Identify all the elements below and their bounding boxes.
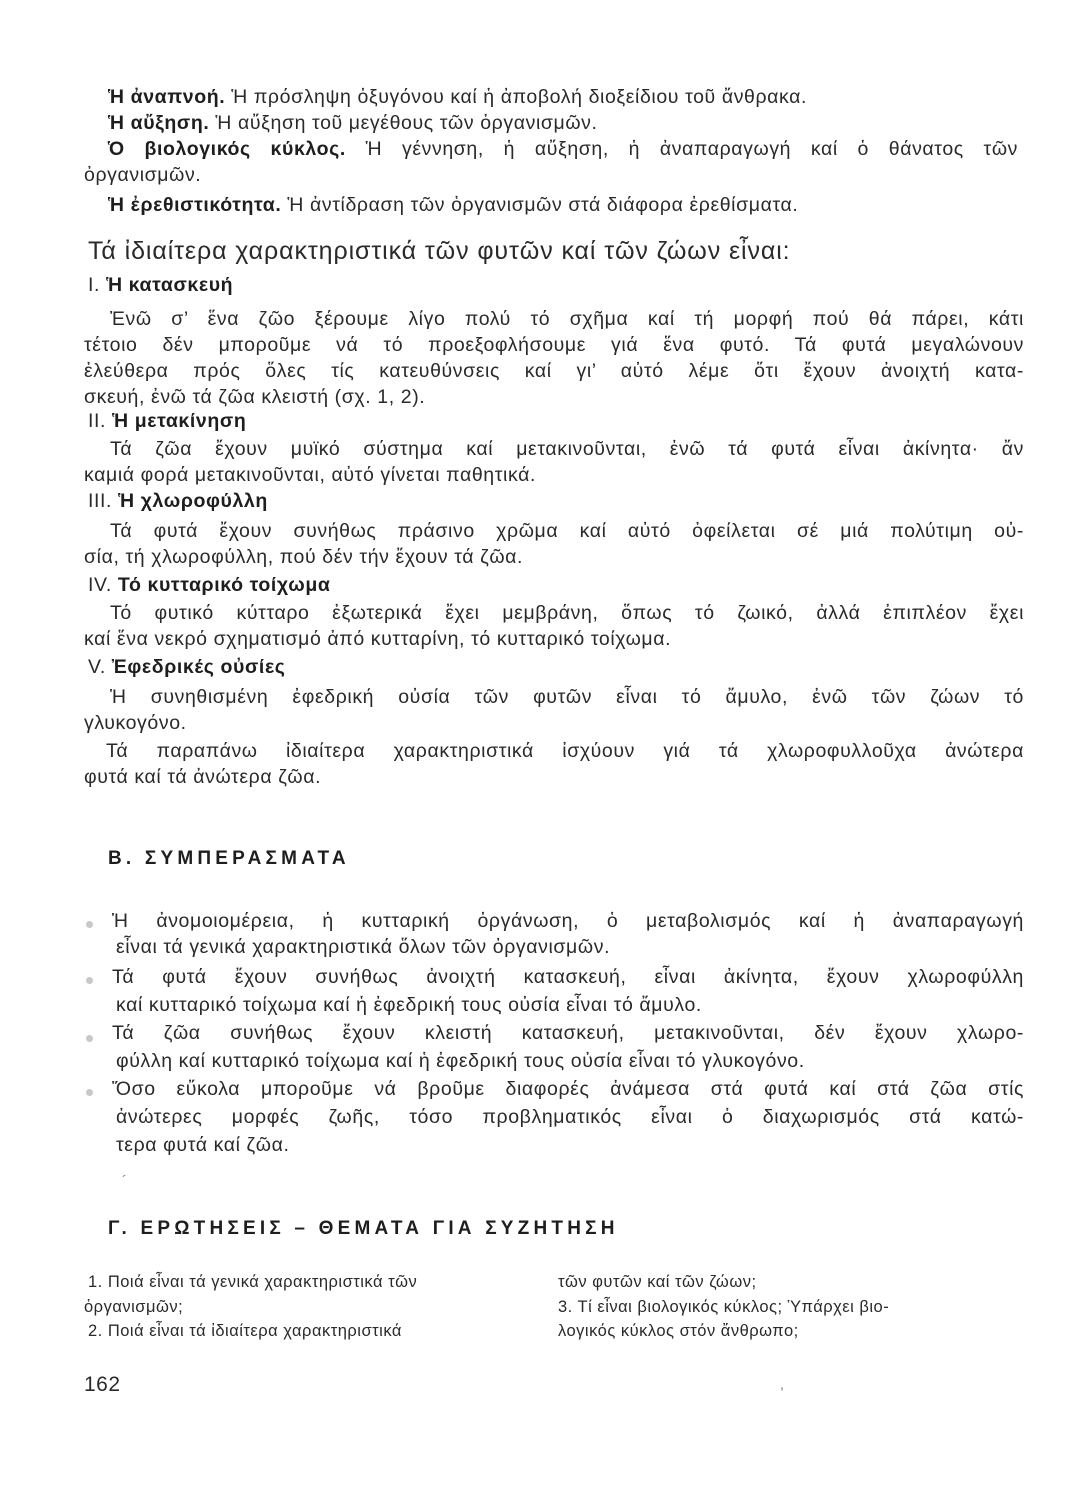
bullet-dot-icon bbox=[86, 977, 93, 984]
reserve-line-1: Ἡ συνηθισμένη ἐφεδρική οὐσία τῶν φυτῶν εἶναι τό ἄμυλο, ἐνῶ τῶν ζώων τό bbox=[110, 686, 1024, 708]
definition-life-cycle-cont: ὀργανισμῶν. bbox=[84, 164, 202, 186]
question-right-line-1: τῶν φυτῶν καί τῶν ζώων; bbox=[558, 1273, 757, 1291]
conclusion-4-line-1: Ὅσο εὔκολα μποροῦμε νά βροῦμε διαφορές ἀνάμεσα στά φυτά καί στά ζῶα στίς bbox=[112, 1078, 1024, 1100]
stray-mark: , bbox=[780, 1376, 784, 1392]
conclusion-4-line-2: ἀνώτερες μορφές ζωῆς, τόσο προβληματικός εἶναι ὁ διαχωρισμός στά κατώ- bbox=[116, 1106, 1024, 1128]
section-conclusions-title: Β. ΣΥΜΠΕΡΑΣΜΑΤΑ bbox=[108, 848, 350, 869]
question-left-line-2: ὀργανισμῶν; bbox=[84, 1298, 184, 1316]
definition-respiration: Ἡ ἀναπνοή. Ἡ πρόσληψη ὀξυγόνου καί ἡ ἀποβολή διοξείδιου τοῦ ἄνθρακα. bbox=[108, 86, 808, 108]
chlorophyll-line-1: Τά φυτά ἔχουν συνήθως πράσινο χρῶμα καί αὐτό ὀφείλεται σέ μιά πολύτιμη οὐ- bbox=[110, 520, 1024, 542]
section-questions-title: Γ. ΕΡΩΤΗΣΕΙΣ – ΘΕΜΑΤΑ ΓΙΑ ΣΥΖΗΤΗΣΗ bbox=[108, 1218, 619, 1239]
cell-wall-line-1: Τό φυτικό κύτταρο ἐξωτερικά ἔχει μεμβράνη, ὅπως τό ζωικό, ἀλλά ἐπιπλέον ἔχει bbox=[110, 602, 1024, 624]
movement-line-1: Τά ζῶα ἔχουν μυϊκό σύστημα καί μετακινοῦνται, ἐνῶ τά φυτά εἶναι ἀκίνητα· ἄν bbox=[110, 438, 1024, 460]
structure-line-1: Ἐνῶ σ’ ἕνα ζῶο ξέρουμε λίγο πολύ τό σχῆμα καί τή μορφή πού θά πάρει, κάτι bbox=[110, 308, 1024, 330]
item-chlorophyll-title: III. Ἡ χλωροφύλλη bbox=[88, 490, 268, 512]
characteristics-heading: Τά ἰδιαίτερα χαρακτηριστικά τῶν φυτῶν καί τῶν ζώων εἶναι: bbox=[88, 237, 791, 265]
question-left-line-3: 2. Ποιά εἶναι τά ἰδιαίτερα χαρακτηριστικά bbox=[88, 1322, 402, 1340]
structure-line-3: ἐλεύθερα πρός ὅλες τίς κατευθύνσεις καί γι’ αὐτό λέμε ὅτι ἔχουν ἀνοιχτή κατα- bbox=[84, 360, 1024, 382]
definition-irritability: Ἡ ἐρεθιστικότητα. Ἡ ἀντίδραση τῶν ὀργανισμῶν στά διάφορα ἐρεθίσματα. bbox=[108, 194, 799, 216]
conclusion-2-line-2: καί κυτταρικό τοίχωμα καί ἡ ἐφεδρική τους οὐσία εἶναι τό ἄμυλο. bbox=[116, 994, 702, 1016]
closing-line-1: Τά παραπάνω ἰδιαίτερα χαρακτηριστικά ἰσχύουν γιά τά χλωροφυλλοῦχα ἀνώτερα bbox=[106, 740, 1024, 762]
stray-mark: ´ bbox=[122, 1172, 127, 1188]
conclusion-3-line-1: Τά ζῶα συνήθως ἔχουν κλειστή κατασκευή, μετακινοῦνται, δέν ἔχουν χλωρο- bbox=[112, 1022, 1024, 1044]
bullet-dot-icon bbox=[86, 1035, 93, 1042]
item-structure-title: I. Ἡ κατασκευή bbox=[88, 274, 234, 296]
item-movement-title: II. Ἡ μετακίνηση bbox=[88, 410, 247, 432]
question-right-line-2: 3. Τί εἶναι βιολογικός κύκλος; Ὑπάρχει βιο- bbox=[558, 1298, 890, 1316]
conclusion-1-line-2: εἶναι τά γενικά χαρακτηριστικά ὅλων τῶν ὀργανισμῶν. bbox=[116, 936, 611, 958]
definition-life-cycle: Ὁ βιολογικός κύκλος. Ἡ γέννηση, ἡ αὔξηση, ἡ ἀναπαραγωγή καί ὁ θάνατος τῶν bbox=[108, 138, 1019, 160]
reserve-line-2: γλυκογόνο. bbox=[84, 712, 187, 734]
item-cell-wall-title: IV. Τό κυτταρικό τοίχωμα bbox=[88, 574, 331, 596]
definition-growth: Ἡ αὔξηση. Ἡ αὔξηση τοῦ μεγέθους τῶν ὀργανισμῶν. bbox=[108, 112, 598, 134]
conclusion-4-line-3: τερα φυτά καί ζῶα. bbox=[116, 1134, 290, 1156]
chlorophyll-line-2: σία, τή χλωροφύλλη, πού δέν τήν ἔχουν τά ζῶα. bbox=[84, 546, 524, 568]
movement-line-2: καμιά φορά μετακινοῦνται, αὐτό γίνεται παθητικά. bbox=[84, 464, 536, 486]
item-reserve-title: V. Ἐφεδρικές οὐσίες bbox=[88, 656, 286, 678]
page-number: 162 bbox=[84, 1373, 121, 1396]
question-left-line-1: 1. Ποιά εἶναι τά γενικά χαρακτηριστικά τῶν bbox=[88, 1273, 418, 1291]
conclusion-2-line-1: Τά φυτά ἔχουν συνήθως ἀνοιχτή κατασκευή, εἶναι ἀκίνητα, ἔχουν χλωροφύλλη bbox=[112, 966, 1024, 988]
cell-wall-line-2: καί ἕνα νεκρό σχηματισμό ἀπό κυτταρίνη, τό κυτταρικό τοίχωμα. bbox=[84, 628, 672, 650]
bullet-dot-icon bbox=[86, 921, 93, 928]
closing-line-2: φυτά καί τά ἀνώτερα ζῶα. bbox=[84, 766, 322, 788]
conclusion-1-line-1: Ἡ ἀνομοιομέρεια, ἡ κυτταρική ὀργάνωση, ὁ μεταβολισμός καί ἡ ἀναπαραγωγή bbox=[112, 910, 1024, 932]
structure-line-2: τέτοιο δέν μποροῦμε νά τό προεξοφλήσουμε γιά ἕνα φυτό. Τά φυτά μεγαλώνουν bbox=[84, 334, 1024, 356]
bullet-dot-icon bbox=[86, 1089, 93, 1096]
question-right-line-3: λογικός κύκλος στόν ἄνθρωπο; bbox=[558, 1322, 799, 1340]
structure-line-4: σκευή, ἐνῶ τά ζῶα κλειστή (σχ. 1, 2). bbox=[84, 386, 426, 408]
conclusion-3-line-2: φύλλη καί κυτταρικό τοίχωμα καί ἡ ἐφεδρική τους οὐσία εἶναι τό γλυκογόνο. bbox=[116, 1050, 805, 1072]
